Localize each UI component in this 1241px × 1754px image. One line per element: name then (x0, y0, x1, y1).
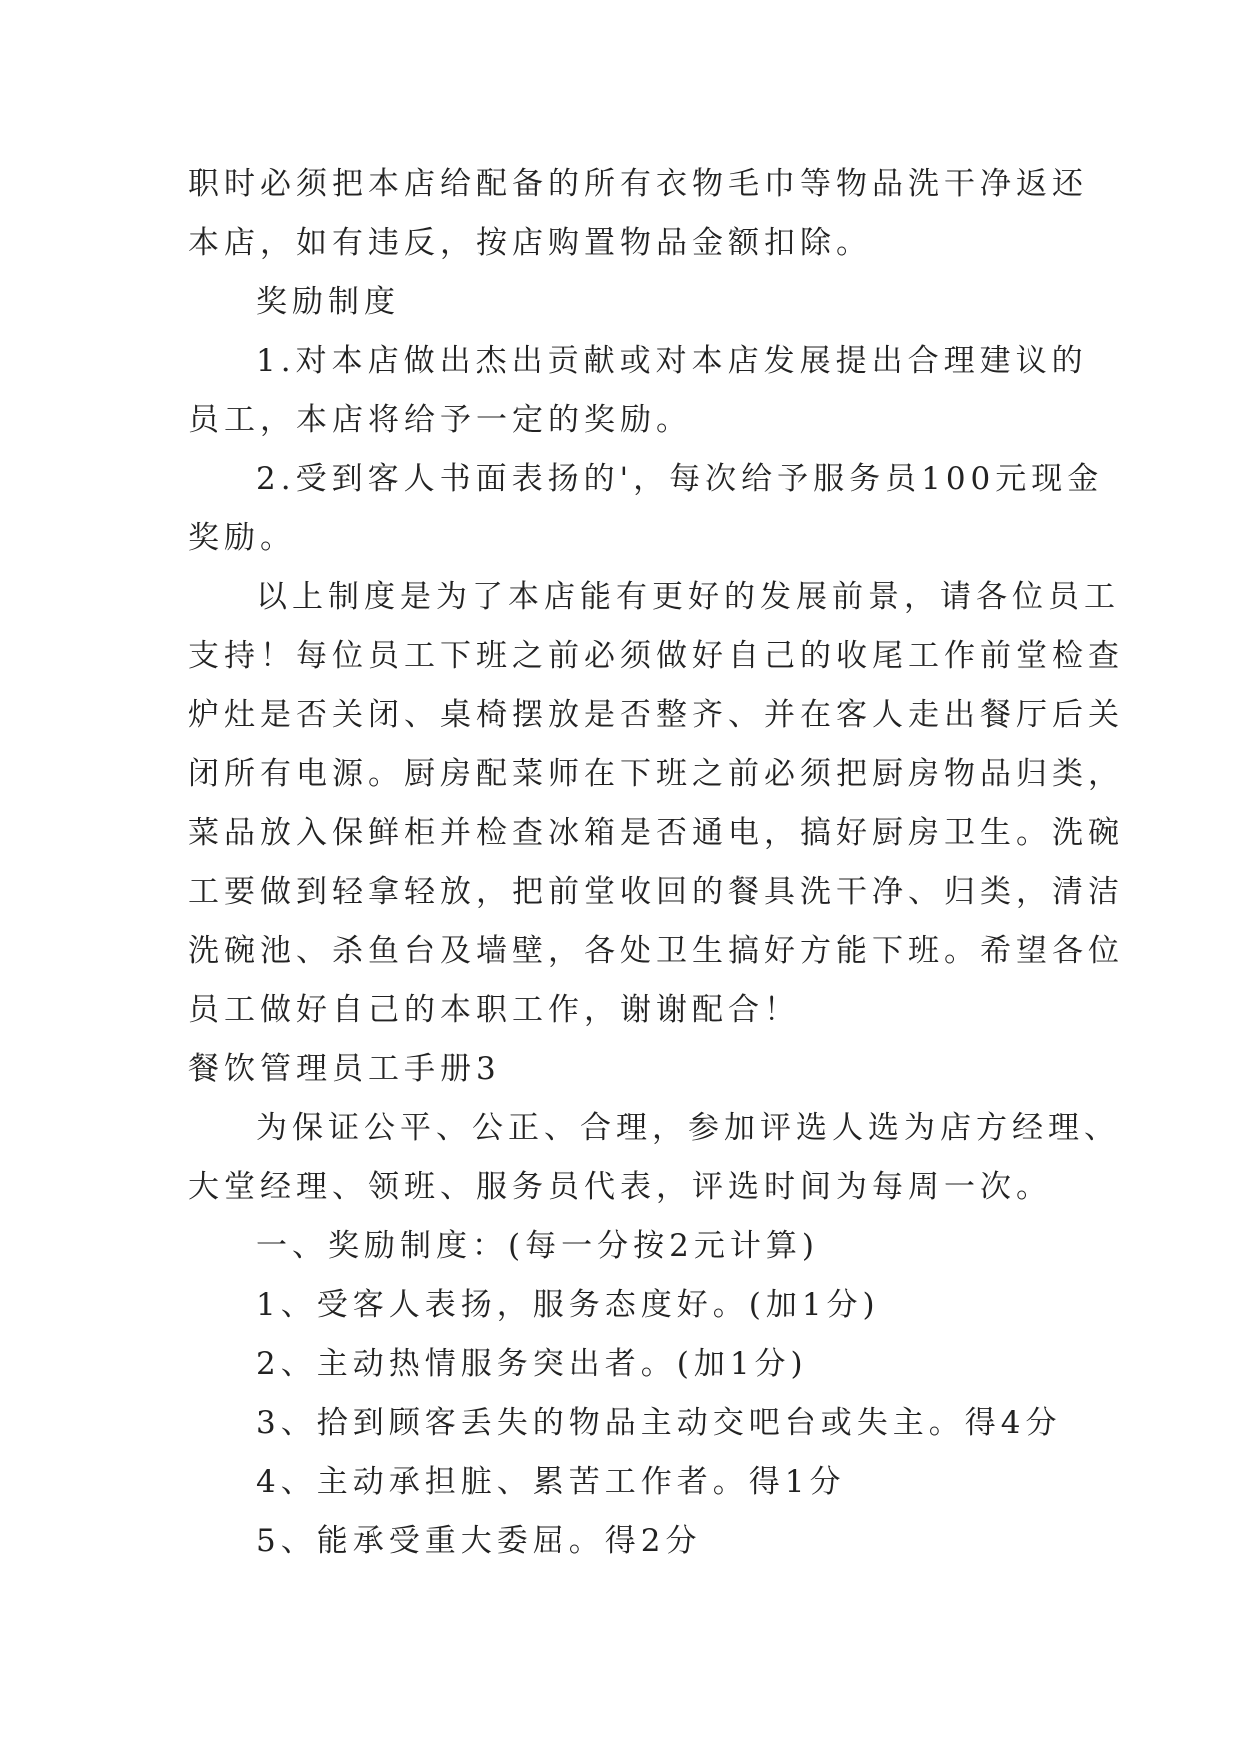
text-line: 1.对本店做出杰出贡献或对本店发展提出合理建议的 (256, 343, 1088, 379)
list-item: 4、主动承担脏、累苦工作者。得1分 (256, 1464, 846, 1500)
text-line: 炉灶是否关闭、桌椅摆放是否整齐、并在客人走出餐厅后关 (188, 697, 1124, 733)
text-line: 奖励。 (188, 520, 296, 556)
text-line: 大堂经理、领班、服务员代表，评选时间为每周一次。 (188, 1169, 1052, 1205)
text-line: 支持！每位员工下班之前必须做好自己的收尾工作前堂检查 (188, 638, 1124, 674)
text-line: 工要做到轻拿轻放，把前堂收回的餐具洗干净、归类，清洁 (188, 874, 1124, 910)
text-line: 洗碗池、杀鱼台及墙壁，各处卫生搞好方能下班。希望各位 (188, 933, 1124, 969)
list-item: 3、拾到顾客丢失的物品主动交吧台或失主。得4分 (256, 1405, 1062, 1441)
text-line: 为保证公平、公正、合理，参加评选人选为店方经理、 (256, 1110, 1120, 1146)
text-line: 以上制度是为了本店能有更好的发展前景，请各位员工 (256, 579, 1120, 615)
text-line: 员工，本店将给予一定的奖励。 (188, 402, 692, 438)
list-item: 1、受客人表扬，服务态度好。(加1分) (256, 1287, 880, 1323)
section-heading: 奖励制度 (256, 284, 400, 320)
text-line: 闭所有电源。厨房配菜师在下班之前必须把厨房物品归类， (188, 756, 1124, 792)
list-item: 5、能承受重大委屈。得2分 (256, 1523, 702, 1559)
text-line: 菜品放入保鲜柜并检查冰箱是否通电，搞好厨房卫生。洗碗 (188, 815, 1124, 851)
section-title: 餐饮管理员工手册3 (188, 1051, 501, 1087)
list-item: 2、主动热情服务突出者。(加1分) (256, 1346, 808, 1382)
text-line: 员工做好自己的本职工作，谢谢配合！ (188, 992, 800, 1028)
list-heading: 一、奖励制度：(每一分按2元计算) (256, 1228, 819, 1264)
text-line: 本店，如有违反，按店购置物品金额扣除。 (188, 225, 872, 261)
text-line: 2.受到客人书面表扬的'，每次给予服务员100元现金 (256, 461, 1104, 497)
text-line: 职时必须把本店给配备的所有衣物毛巾等物品洗干净返还 (188, 166, 1088, 202)
